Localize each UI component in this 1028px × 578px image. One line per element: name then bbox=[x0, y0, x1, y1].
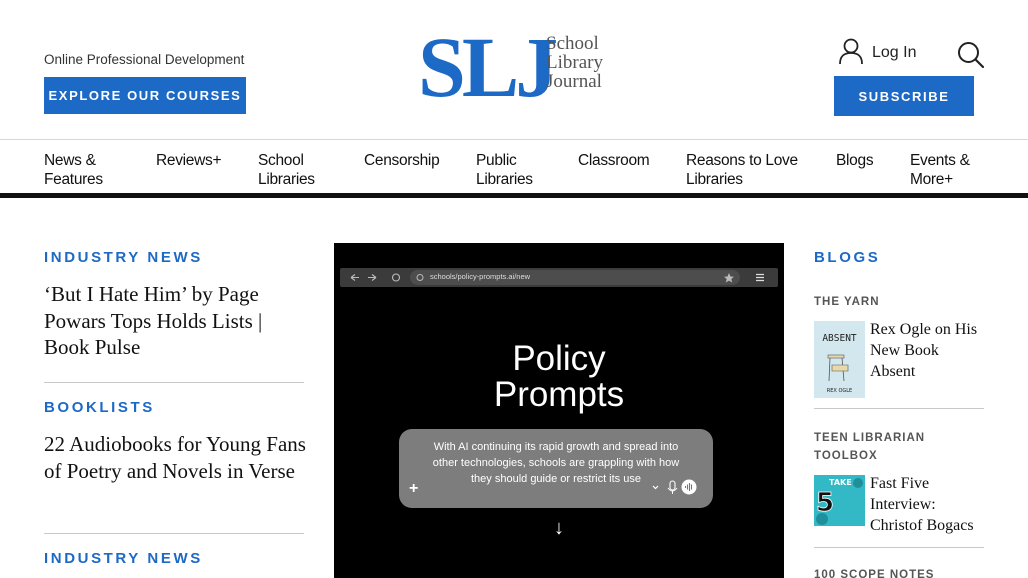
blog-category[interactable]: TEEN LIBRARIAN TOOLBOX bbox=[814, 432, 926, 462]
nav-item-reasons-to-love-libraries[interactable] bbox=[686, 151, 798, 189]
forward-icon bbox=[368, 275, 376, 281]
divider bbox=[44, 382, 304, 383]
thumb-author: REX OGLE bbox=[826, 388, 853, 394]
logo-word-journal: Journal bbox=[546, 71, 602, 92]
menu-icon bbox=[756, 275, 764, 281]
reload-icon bbox=[393, 274, 400, 281]
hero-title-line: Policy bbox=[512, 339, 606, 378]
subscribe-button[interactable]: SUBSCRIBE bbox=[834, 76, 974, 116]
nav-label: Features bbox=[44, 171, 103, 188]
user-icon bbox=[838, 37, 864, 70]
take-five-thumbnail[interactable] bbox=[814, 475, 865, 526]
logo-letters: SLJ bbox=[418, 19, 555, 115]
section-label-industry-news[interactable]: INDUSTRY NEWS bbox=[44, 249, 203, 266]
hero-image[interactable] bbox=[334, 243, 784, 578]
nav-label: More+ bbox=[910, 171, 953, 188]
browser-bar-graphic bbox=[340, 268, 778, 287]
site-header bbox=[0, 0, 1028, 140]
hero-title-line: Prompts bbox=[493, 375, 625, 414]
blogs-label[interactable]: BLOGS bbox=[814, 249, 881, 266]
nav-item-reviews[interactable] bbox=[156, 151, 221, 170]
logo-word-school: School bbox=[546, 33, 599, 54]
thumb-number: 5 bbox=[816, 488, 835, 518]
nav-item-censorship[interactable] bbox=[364, 151, 439, 170]
opd-label: Online Professional Development bbox=[44, 52, 245, 67]
nav-label: Blogs bbox=[836, 152, 874, 169]
nav-label: Events & bbox=[910, 152, 970, 169]
nav-label: Public bbox=[476, 152, 517, 169]
down-arrow-icon: ↓ bbox=[554, 517, 564, 539]
explore-courses-button[interactable]: EXPLORE OUR COURSES bbox=[44, 77, 246, 114]
plus-icon: + bbox=[409, 480, 419, 497]
divider bbox=[44, 533, 304, 534]
blog-category[interactable]: 100 SCOPE NOTES bbox=[814, 569, 935, 578]
blog-category[interactable]: THE YARN bbox=[814, 296, 880, 308]
login-link[interactable] bbox=[838, 38, 916, 68]
article-headline[interactable]: ‘But I Hate Him’ by Page Powars Tops Holds Lists | Book Pulse bbox=[44, 282, 263, 359]
mic-icon bbox=[670, 481, 675, 490]
prompt-box-graphic bbox=[399, 429, 713, 508]
nav-item-classroom[interactable] bbox=[578, 151, 649, 170]
nav-label: Censorship bbox=[364, 152, 440, 169]
nav-item-blogs[interactable] bbox=[836, 151, 873, 170]
divider bbox=[814, 547, 984, 548]
thumb-title: ABSENT bbox=[822, 333, 857, 344]
logo-word-library: Library bbox=[546, 52, 603, 73]
article-headline[interactable]: 22 Audiobooks for Young Fans of Poetry and Novels in Verse bbox=[44, 432, 306, 483]
hero-title bbox=[334, 341, 784, 413]
nav-item-news-features[interactable] bbox=[44, 151, 103, 189]
section-label-booklists[interactable]: BOOKLISTS bbox=[44, 399, 155, 416]
divider bbox=[814, 408, 984, 409]
chevron-down-icon bbox=[653, 486, 658, 489]
thumb-tag: TAKE bbox=[829, 478, 852, 487]
prompt-text: With AI continuing its rapid growth and spread into other technologies, schools are grappling with how they should guide or restrict its use bbox=[432, 441, 680, 485]
back-icon bbox=[351, 275, 359, 281]
nav-item-school-libraries[interactable] bbox=[258, 151, 315, 189]
login-label: Log In bbox=[872, 44, 917, 61]
blog-post-title[interactable]: Rex Ogle on His New Book Absent bbox=[870, 321, 978, 380]
nav-label: News & bbox=[44, 152, 96, 169]
main-nav bbox=[0, 140, 1028, 198]
nav-label: Libraries bbox=[686, 171, 743, 188]
nav-item-public-libraries[interactable] bbox=[476, 151, 533, 189]
search-icon[interactable] bbox=[956, 40, 986, 70]
nav-item-events-more[interactable] bbox=[910, 151, 970, 189]
nav-label: Classroom bbox=[578, 152, 650, 169]
nav-label: Reasons to Love bbox=[686, 152, 798, 169]
nav-label: School bbox=[258, 152, 304, 169]
prompt-controls-icons bbox=[649, 479, 709, 495]
url-text: schools/policy-prompts.ai/new bbox=[430, 272, 531, 281]
blog-post-title[interactable]: Fast Five Interview: Christof Bogacs bbox=[870, 475, 974, 534]
slj-logo[interactable] bbox=[418, 16, 613, 118]
section-label-industry-news[interactable]: INDUSTRY NEWS bbox=[44, 550, 203, 567]
nav-label: Reviews+ bbox=[156, 152, 222, 169]
nav-label: Libraries bbox=[258, 171, 315, 188]
nav-label: Libraries bbox=[476, 171, 533, 188]
book-cover-thumbnail[interactable] bbox=[814, 321, 865, 398]
